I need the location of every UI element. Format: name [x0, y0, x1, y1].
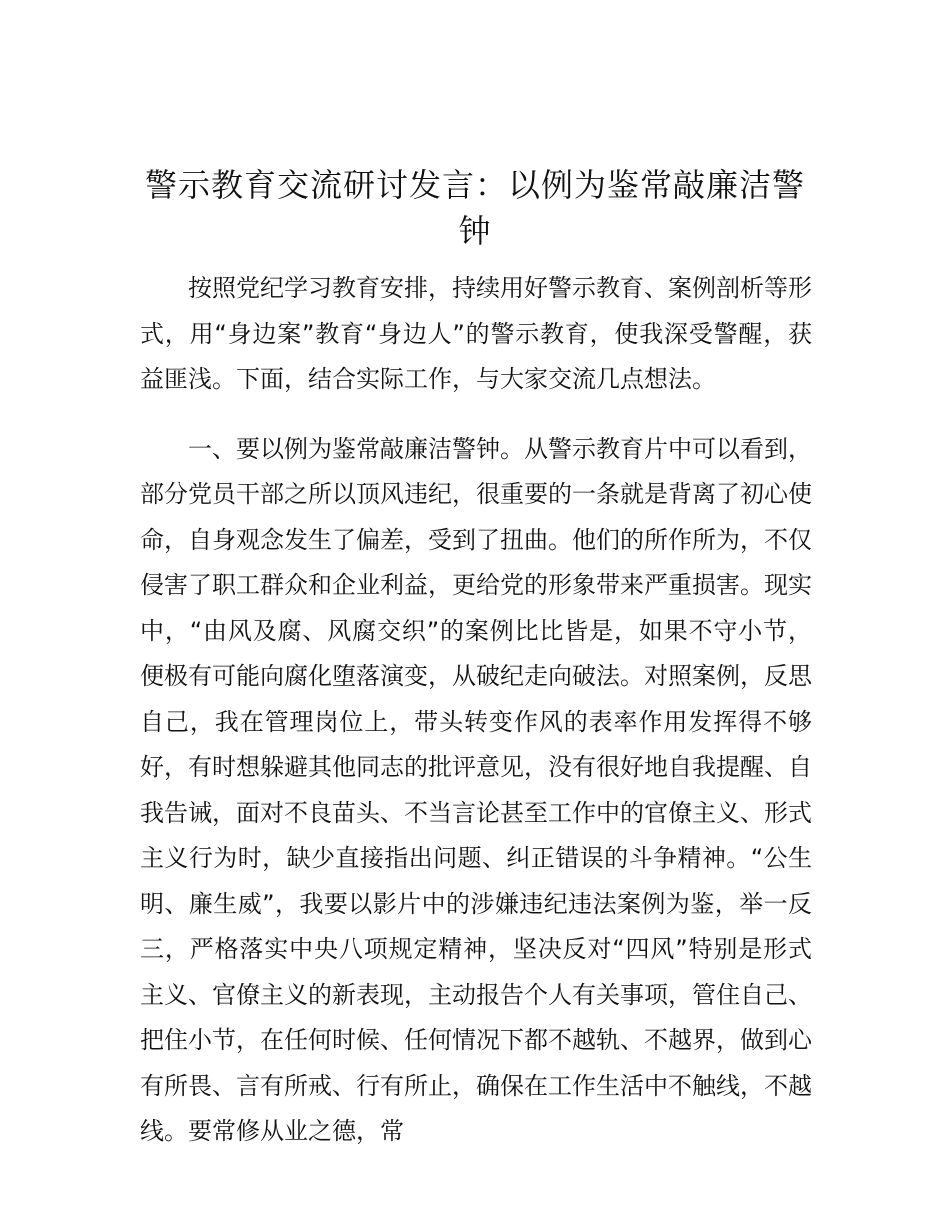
document-body [140, 266, 812, 1155]
paragraph-section-one: 一、要以例为鉴常敲廉洁警钟。从警示教育片中可以看到，部分党员干部之所以顶风违纪，很重要的一条就是背离了初心使命，自身观念发生了偏差，受到了扭曲。他们的所作所为，不仅侵害了职工群众和企业利益，更给党的形象带来严重损害。现实中，“由风及腐、风腐交织”的案例比比皆是，如果不守小节，便极有可能向腐化堕落演变，从破纪走向破法。对照案例，反思自己，我在管理岗位上，带头转变作风的表率作用发挥得不够好，有时想躲避其他同志的批评意见，没有很好地自我提醒、自我告诫，面对不良苗头、不当言论甚至工作中的官僚主义、形式主义行为时，缺少直接指出问题、纠正错误的斗争精神。“公生明、廉生威”，我要以影片中的涉嫌违纪违法案例为鉴，举一反三，严格落实中央八项规定精神，坚决反对“四风”特别是形式主义、官僚主义的新表现，主动报告个人有关事项，管住自己、把住小节，在任何时候、任何情况下都不越轨、不越界，做到心有所畏、言有所戒、行有所止，确保在工作生活中不触线，不越线。要常修从业之德，常 [140, 434, 812, 1145]
paragraph-intro: 按照党纪学习教育安排，持续用好警示教育、案例剖析等形式，用“身边案”教育“身边人”的警示教育，使我深受警醒，获益匪浅。下面，结合实际工作，与大家交流几点想法。 [140, 274, 812, 393]
document-title: 警示教育交流研讨发言：以例为鉴常敲廉洁警钟 [144, 166, 805, 250]
